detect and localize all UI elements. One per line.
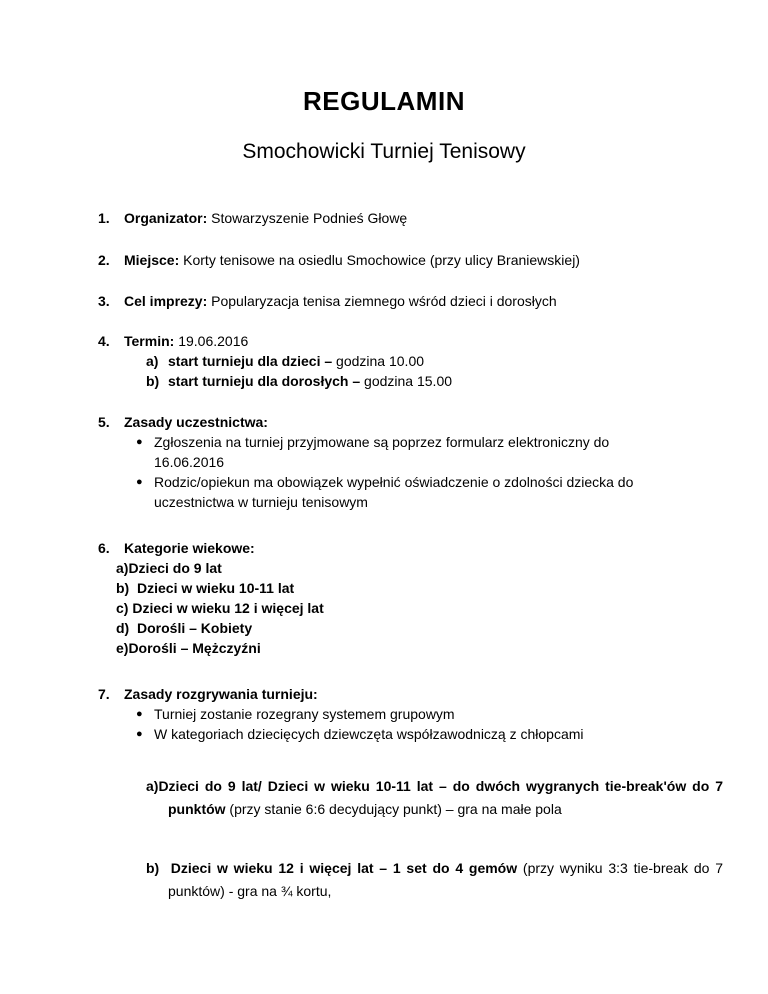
- section-number: 3.: [98, 293, 110, 309]
- rule-text: (przy stanie 6:6 decydujący punkt) – gra na małe pola: [225, 801, 562, 817]
- page-subtitle: Smochowicki Turniej Tenisowy: [242, 140, 526, 163]
- section-text: Stowarzyszenie Podnieś Głowę: [207, 210, 408, 226]
- section-label: Termin:: [124, 333, 175, 349]
- section-label: Cel imprezy:: [124, 293, 208, 309]
- category-item: d) Dorośli – Kobiety: [116, 620, 253, 636]
- category-item: c) Dzieci w wieku 12 i więcej lat: [116, 600, 324, 616]
- list-item: [98, 371, 708, 391]
- rule-item-b: [146, 857, 723, 903]
- category-item: e)Dorośli – Mężczyźni: [116, 640, 261, 656]
- section-age-categories: [98, 538, 708, 658]
- bullet-icon: ●: [136, 728, 143, 740]
- section-date: [98, 331, 708, 391]
- item-text: godzina 10.00: [332, 353, 425, 369]
- item-bold: start turnieju dla dorosłych –: [168, 373, 361, 389]
- bullet-icon: ●: [136, 708, 143, 720]
- item-label: b): [146, 373, 160, 389]
- bullet-item: ● Turniej zostanie rozegrany systemem grupowym: [136, 706, 455, 722]
- section-text: Popularyzacja tenisa ziemnego wśród dzieci i dorosłych: [207, 293, 557, 309]
- section-number: 6.: [98, 540, 110, 556]
- bullet-item: ● Rodzic/opiekun ma obowiązek wypełnić oświadczenie o zdolności dziecka do: [136, 474, 634, 490]
- rule-bold: b) Dzieci w wieku 12 i więcej lat – 1 set do 4 gemów: [146, 860, 518, 876]
- section-label: Zasady uczestnictwa:: [124, 414, 268, 430]
- bullet-icon: ●: [136, 476, 143, 488]
- section-label: Kategorie wiekowe:: [124, 540, 255, 556]
- section-number: 5.: [98, 414, 110, 430]
- section-label: Miejsce:: [124, 252, 180, 268]
- section-text: Korty tenisowe na osiedlu Smochowice (przy ulicy Braniewskiej): [179, 252, 580, 268]
- bullet-item: ● Zgłoszenia na turniej przyjmowane są poprzez formularz elektroniczny do: [136, 434, 610, 450]
- section-number: 1.: [98, 210, 110, 226]
- section-place: [98, 250, 708, 270]
- section-number: 2.: [98, 252, 110, 268]
- section-text: 19.06.2016: [174, 333, 249, 349]
- category-item: b) Dzieci w wieku 10-11 lat: [116, 580, 295, 596]
- page-title: REGULAMIN: [303, 86, 465, 116]
- section-label: Zasady rozgrywania turnieju:: [124, 686, 318, 702]
- section-number: 7.: [98, 686, 110, 702]
- section-label: Organizator:: [124, 210, 208, 226]
- bullet-continuation: uczestnictwa w turnieju tenisowym: [154, 494, 368, 510]
- item-text: godzina 15.00: [360, 373, 453, 389]
- bullet-continuation: 16.06.2016: [154, 454, 225, 470]
- list-item: [98, 351, 708, 371]
- rule-text: (przy wyniku 3:3 tie-break do 7 punktów) - gra na ¾ kortu,: [168, 860, 723, 899]
- section-purpose: [98, 291, 708, 311]
- section-rules: [98, 684, 708, 744]
- category-item: a)Dzieci do 9 lat: [116, 560, 222, 576]
- section-number: 4.: [98, 333, 110, 349]
- section-organizer: [98, 208, 708, 228]
- section-participation: [98, 412, 708, 512]
- rule-bold: a)Dzieci do 9 lat/ Dzieci w wieku 10-11 lat – do dwóch wygranych tie-break'ów do 7 punktów: [146, 778, 723, 817]
- rule-item-a: [146, 775, 723, 821]
- bullet-item: ● W kategoriach dziecięcych dziewczęta współzawodniczą z chłopcami: [136, 726, 584, 742]
- item-label: a): [146, 353, 159, 369]
- bullet-icon: ●: [136, 436, 143, 448]
- item-bold: start turnieju dla dzieci –: [168, 353, 333, 369]
